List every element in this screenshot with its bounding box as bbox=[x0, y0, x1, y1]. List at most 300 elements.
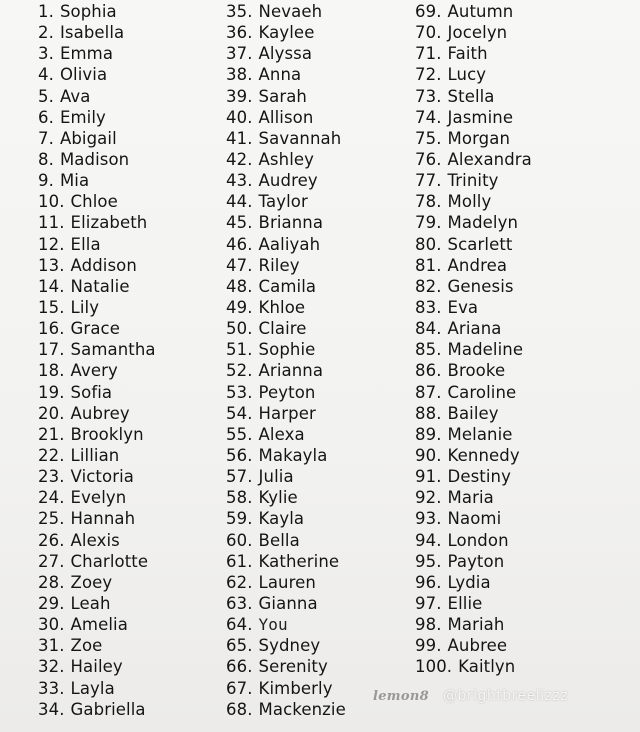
list-item bbox=[415, 297, 532, 318]
list-item bbox=[415, 508, 532, 529]
baby-name: Lillian bbox=[70, 445, 120, 465]
baby-name: Alyssa bbox=[258, 44, 313, 64]
rank-number: 38. bbox=[226, 65, 253, 85]
rank-number: 55. bbox=[226, 424, 253, 444]
rank-number: 69. bbox=[415, 2, 442, 21]
list-item bbox=[38, 191, 156, 212]
names-column-3 bbox=[415, 1, 532, 678]
baby-name: Kimberly bbox=[258, 678, 333, 698]
rank-number: 94. bbox=[415, 530, 442, 550]
rank-number: 6. bbox=[38, 107, 54, 127]
baby-name: London bbox=[447, 530, 509, 550]
list-item bbox=[415, 445, 532, 466]
baby-name: Savannah bbox=[258, 128, 342, 148]
rank-number: 9. bbox=[38, 171, 54, 191]
list-item bbox=[38, 614, 156, 635]
baby-name: You bbox=[258, 615, 288, 635]
rank-number: 5. bbox=[38, 86, 54, 106]
list-item bbox=[38, 128, 156, 149]
rank-number: 99. bbox=[415, 636, 442, 656]
list-item bbox=[415, 22, 532, 43]
rank-number: 84. bbox=[415, 319, 442, 339]
rank-number: 42. bbox=[226, 149, 253, 169]
list-item bbox=[415, 43, 532, 64]
rank-number: 52. bbox=[226, 361, 253, 381]
baby-name: Ava bbox=[59, 86, 91, 106]
rank-number: 49. bbox=[226, 297, 253, 317]
rank-number: 20. bbox=[38, 403, 65, 423]
rank-number: 14. bbox=[38, 276, 65, 296]
rank-number: 59. bbox=[226, 509, 253, 529]
rank-number: 21. bbox=[38, 424, 65, 444]
baby-name: Elizabeth bbox=[70, 213, 148, 233]
rank-number: 71. bbox=[415, 44, 442, 64]
list-item bbox=[226, 255, 346, 276]
list-item bbox=[415, 86, 532, 107]
rank-number: 24. bbox=[38, 488, 65, 508]
list-item bbox=[226, 445, 346, 466]
list-item bbox=[226, 572, 346, 593]
baby-name: Jocelyn bbox=[447, 23, 508, 43]
baby-name: Gabriella bbox=[70, 699, 146, 719]
list-item bbox=[226, 699, 346, 720]
list-item bbox=[226, 64, 346, 85]
list-item bbox=[38, 445, 156, 466]
rank-number: 100. bbox=[415, 657, 453, 677]
list-item bbox=[38, 43, 156, 64]
baby-name: Sydney bbox=[258, 636, 321, 656]
baby-name: Ariana bbox=[447, 319, 502, 339]
rank-number: 97. bbox=[415, 593, 442, 613]
baby-name: Claire bbox=[258, 319, 307, 339]
baby-name: Madeline bbox=[447, 340, 524, 360]
rank-number: 15. bbox=[38, 297, 65, 317]
rank-number: 4. bbox=[38, 65, 54, 85]
list-item bbox=[38, 635, 156, 656]
list-item bbox=[415, 107, 532, 128]
rank-number: 86. bbox=[415, 361, 442, 381]
baby-name: Brooklyn bbox=[70, 424, 144, 444]
list-item bbox=[226, 466, 346, 487]
list-item bbox=[415, 1, 532, 22]
list-item bbox=[415, 170, 532, 191]
list-item bbox=[415, 128, 532, 149]
baby-name: Alexis bbox=[70, 530, 120, 550]
baby-name: Morgan bbox=[447, 128, 511, 148]
rank-number: 80. bbox=[415, 234, 442, 254]
list-item bbox=[415, 360, 532, 381]
baby-name: Olivia bbox=[59, 65, 108, 85]
rank-number: 78. bbox=[415, 192, 442, 212]
baby-name: Andrea bbox=[447, 255, 508, 275]
list-item bbox=[38, 170, 156, 191]
rank-number: 74. bbox=[415, 107, 442, 127]
baby-name: Payton bbox=[447, 551, 505, 571]
list-item bbox=[226, 678, 346, 699]
list-item bbox=[38, 339, 156, 360]
list-item bbox=[38, 403, 156, 424]
rank-number: 33. bbox=[38, 678, 65, 698]
list-item bbox=[38, 255, 156, 276]
list-item bbox=[38, 22, 156, 43]
list-item bbox=[38, 1, 156, 22]
list-item bbox=[226, 530, 346, 551]
baby-name: Samantha bbox=[70, 340, 156, 360]
lemon8-logo: lemon8 bbox=[373, 688, 429, 704]
baby-name: Serenity bbox=[258, 657, 328, 677]
rank-number: 11. bbox=[38, 213, 65, 233]
list-item bbox=[38, 64, 156, 85]
rank-number: 3. bbox=[38, 44, 54, 64]
rank-number: 85. bbox=[415, 340, 442, 360]
baby-name: Ashley bbox=[258, 149, 314, 169]
baby-name: Faith bbox=[447, 44, 488, 64]
baby-name: Madison bbox=[59, 149, 130, 169]
list-item bbox=[38, 487, 156, 508]
list-item bbox=[38, 508, 156, 529]
baby-name: Aaliyah bbox=[258, 234, 321, 254]
rank-number: 23. bbox=[38, 467, 65, 487]
baby-name: Aubrey bbox=[70, 403, 130, 423]
list-item bbox=[38, 107, 156, 128]
list-item bbox=[38, 297, 156, 318]
list-item bbox=[415, 191, 532, 212]
rank-number: 47. bbox=[226, 255, 253, 275]
rank-number: 89. bbox=[415, 424, 442, 444]
baby-name: Brooke bbox=[447, 361, 506, 381]
list-item bbox=[415, 614, 532, 635]
rank-number: 62. bbox=[226, 572, 253, 592]
baby-name: Kayla bbox=[258, 509, 305, 529]
baby-name: Lauren bbox=[258, 572, 316, 592]
rank-number: 75. bbox=[415, 128, 442, 148]
baby-name: Autumn bbox=[447, 2, 514, 21]
rank-number: 58. bbox=[226, 488, 253, 508]
rank-number: 12. bbox=[38, 234, 65, 254]
baby-name: Bailey bbox=[447, 403, 499, 423]
baby-name: Caroline bbox=[447, 382, 517, 402]
list-item bbox=[226, 487, 346, 508]
list-item bbox=[226, 656, 346, 677]
rank-number: 17. bbox=[38, 340, 65, 360]
list-item bbox=[226, 128, 346, 149]
baby-name: Naomi bbox=[447, 509, 502, 529]
list-item bbox=[38, 530, 156, 551]
rank-number: 73. bbox=[415, 86, 442, 106]
rank-number: 96. bbox=[415, 572, 442, 592]
rank-number: 29. bbox=[38, 593, 65, 613]
rank-number: 76. bbox=[415, 149, 442, 169]
list-item bbox=[226, 508, 346, 529]
rank-number: 65. bbox=[226, 636, 253, 656]
rank-number: 22. bbox=[38, 445, 65, 465]
rank-number: 93. bbox=[415, 509, 442, 529]
list-item bbox=[226, 318, 346, 339]
rank-number: 31. bbox=[38, 636, 65, 656]
baby-name: Lucy bbox=[447, 65, 487, 85]
baby-name: Arianna bbox=[258, 361, 324, 381]
baby-name: Trinity bbox=[447, 171, 499, 191]
baby-name: Sarah bbox=[258, 86, 307, 106]
baby-name: Natalie bbox=[70, 276, 130, 296]
list-item bbox=[38, 212, 156, 233]
rank-number: 57. bbox=[226, 467, 253, 487]
baby-name: Taylor bbox=[258, 192, 308, 212]
baby-name: Emily bbox=[59, 107, 106, 127]
baby-name: Katherine bbox=[258, 551, 340, 571]
list-item bbox=[415, 572, 532, 593]
list-item bbox=[415, 212, 532, 233]
list-item bbox=[226, 107, 346, 128]
list-item bbox=[226, 360, 346, 381]
rank-number: 70. bbox=[415, 23, 442, 43]
list-item bbox=[226, 424, 346, 445]
rank-number: 35. bbox=[226, 2, 253, 21]
rank-number: 43. bbox=[226, 171, 253, 191]
rank-number: 28. bbox=[38, 572, 65, 592]
baby-name: Destiny bbox=[447, 467, 511, 487]
rank-number: 13. bbox=[38, 255, 65, 275]
list-item bbox=[226, 212, 346, 233]
list-item bbox=[415, 149, 532, 170]
baby-name: Khloe bbox=[258, 297, 306, 317]
list-item bbox=[38, 466, 156, 487]
baby-name: Chloe bbox=[70, 192, 118, 212]
baby-name: Ellie bbox=[447, 593, 483, 613]
list-item bbox=[226, 149, 346, 170]
rank-number: 67. bbox=[226, 678, 253, 698]
list-item bbox=[415, 424, 532, 445]
baby-name: Kaylee bbox=[258, 23, 315, 43]
baby-name: Lily bbox=[70, 297, 100, 317]
rank-number: 10. bbox=[38, 192, 65, 212]
rank-number: 26. bbox=[38, 530, 65, 550]
list-item bbox=[415, 276, 532, 297]
rank-number: 46. bbox=[226, 234, 253, 254]
rank-number: 32. bbox=[38, 657, 65, 677]
list-item bbox=[226, 276, 346, 297]
baby-name: Audrey bbox=[258, 171, 318, 191]
baby-name: Jasmine bbox=[447, 107, 514, 127]
list-item bbox=[226, 1, 346, 22]
baby-name: Alexa bbox=[258, 424, 305, 444]
rank-number: 61. bbox=[226, 551, 253, 571]
rank-number: 54. bbox=[226, 403, 253, 423]
list-item bbox=[226, 551, 346, 572]
list-item bbox=[415, 593, 532, 614]
rank-number: 82. bbox=[415, 276, 442, 296]
baby-name: Avery bbox=[70, 361, 118, 381]
baby-name: Mariah bbox=[447, 615, 505, 635]
rank-number: 48. bbox=[226, 276, 253, 296]
baby-name: Layla bbox=[70, 678, 115, 698]
list-item bbox=[226, 593, 346, 614]
baby-name: Ella bbox=[70, 234, 101, 254]
rank-number: 56. bbox=[226, 445, 253, 465]
baby-name: Victoria bbox=[70, 467, 134, 487]
list-item bbox=[38, 382, 156, 403]
list-item bbox=[415, 339, 532, 360]
rank-number: 91. bbox=[415, 467, 442, 487]
rank-number: 87. bbox=[415, 382, 442, 402]
rank-number: 88. bbox=[415, 403, 442, 423]
baby-name: Addison bbox=[70, 255, 137, 275]
rank-number: 25. bbox=[38, 509, 65, 529]
rank-number: 27. bbox=[38, 551, 65, 571]
rank-number: 2. bbox=[38, 23, 54, 43]
rank-number: 66. bbox=[226, 657, 253, 677]
rank-number: 81. bbox=[415, 255, 442, 275]
list-item bbox=[38, 149, 156, 170]
baby-name: Evelyn bbox=[70, 488, 127, 508]
baby-name: Anna bbox=[258, 65, 302, 85]
baby-name: Scarlett bbox=[447, 234, 513, 254]
baby-name: Grace bbox=[70, 319, 120, 339]
list-item bbox=[415, 530, 532, 551]
rank-number: 41. bbox=[226, 128, 253, 148]
list-item bbox=[226, 170, 346, 191]
list-item bbox=[226, 86, 346, 107]
baby-name: Mackenzie bbox=[258, 699, 346, 719]
baby-name: Julia bbox=[258, 467, 294, 487]
baby-name: Harper bbox=[258, 403, 316, 423]
list-item bbox=[226, 382, 346, 403]
baby-name: Madelyn bbox=[447, 213, 519, 233]
rank-number: 68. bbox=[226, 699, 253, 719]
rank-number: 77. bbox=[415, 171, 442, 191]
rank-number: 83. bbox=[415, 297, 442, 317]
rank-number: 53. bbox=[226, 382, 253, 402]
rank-number: 37. bbox=[226, 44, 253, 64]
baby-name: Brianna bbox=[258, 213, 324, 233]
list-item bbox=[38, 360, 156, 381]
rank-number: 39. bbox=[226, 86, 253, 106]
baby-name: Zoe bbox=[70, 636, 103, 656]
list-item bbox=[415, 487, 532, 508]
rank-number: 8. bbox=[38, 149, 54, 169]
rank-number: 50. bbox=[226, 319, 253, 339]
list-item bbox=[38, 656, 156, 677]
baby-name: Peyton bbox=[258, 382, 316, 402]
list-item bbox=[38, 276, 156, 297]
baby-name: Emma bbox=[59, 44, 114, 64]
list-item bbox=[415, 234, 532, 255]
rank-number: 95. bbox=[415, 551, 442, 571]
list-item bbox=[415, 64, 532, 85]
list-item bbox=[415, 403, 532, 424]
baby-name: Bella bbox=[258, 530, 300, 550]
list-item bbox=[226, 22, 346, 43]
baby-name: Nevaeh bbox=[258, 2, 323, 21]
list-item bbox=[226, 635, 346, 656]
baby-name: Sofia bbox=[70, 382, 113, 402]
list-item bbox=[38, 551, 156, 572]
baby-name: Sophie bbox=[258, 340, 316, 360]
rank-number: 40. bbox=[226, 107, 253, 127]
rank-number: 34. bbox=[38, 699, 65, 719]
list-item bbox=[38, 678, 156, 699]
list-item bbox=[38, 318, 156, 339]
baby-name: Abigail bbox=[59, 128, 117, 148]
baby-name: Hailey bbox=[70, 657, 123, 677]
baby-name: Riley bbox=[258, 255, 300, 275]
list-item bbox=[415, 255, 532, 276]
rank-number: 44. bbox=[226, 192, 253, 212]
rank-number: 79. bbox=[415, 213, 442, 233]
list-item bbox=[415, 466, 532, 487]
rank-number: 1. bbox=[38, 2, 54, 21]
baby-name: Sophia bbox=[59, 2, 117, 21]
baby-name: Molly bbox=[447, 192, 492, 212]
watermark bbox=[373, 686, 568, 706]
rank-number: 30. bbox=[38, 615, 65, 635]
names-column-2 bbox=[226, 1, 346, 720]
baby-name: Lydia bbox=[447, 572, 491, 592]
baby-name: Leah bbox=[70, 593, 111, 613]
rank-number: 92. bbox=[415, 488, 442, 508]
rank-number: 63. bbox=[226, 593, 253, 613]
list-item bbox=[415, 382, 532, 403]
list-item bbox=[226, 614, 346, 635]
baby-name: Aubree bbox=[447, 636, 508, 656]
rank-number: 18. bbox=[38, 361, 65, 381]
rank-number: 7. bbox=[38, 128, 54, 148]
baby-name: Genesis bbox=[447, 276, 514, 296]
baby-name: Eva bbox=[447, 297, 479, 317]
baby-name: Kennedy bbox=[447, 445, 520, 465]
baby-name: Stella bbox=[447, 86, 495, 106]
rank-number: 60. bbox=[226, 530, 253, 550]
list-item bbox=[226, 191, 346, 212]
list-item bbox=[415, 635, 532, 656]
list-item bbox=[226, 403, 346, 424]
baby-name: Makayla bbox=[258, 445, 328, 465]
baby-name: Charlotte bbox=[70, 551, 149, 571]
baby-name: Allison bbox=[258, 107, 314, 127]
list-item bbox=[38, 86, 156, 107]
baby-name: Alexandra bbox=[447, 149, 532, 169]
list-item bbox=[226, 339, 346, 360]
rank-number: 16. bbox=[38, 319, 65, 339]
rank-number: 64. bbox=[226, 615, 253, 635]
list-item bbox=[415, 656, 532, 677]
watermark-handle: @brightbreelizzz bbox=[442, 688, 569, 704]
list-item bbox=[38, 699, 156, 720]
baby-name: Kaitlyn bbox=[458, 657, 516, 677]
rank-number: 19. bbox=[38, 382, 65, 402]
baby-name: Hannah bbox=[70, 509, 136, 529]
rank-number: 45. bbox=[226, 213, 253, 233]
list-item bbox=[415, 318, 532, 339]
baby-name: Zoey bbox=[70, 572, 113, 592]
baby-name: Camila bbox=[258, 276, 317, 296]
baby-name: Amelia bbox=[70, 615, 128, 635]
list-item bbox=[38, 572, 156, 593]
names-column-1 bbox=[38, 1, 156, 720]
list-item bbox=[38, 234, 156, 255]
baby-name: Isabella bbox=[59, 23, 125, 43]
rank-number: 51. bbox=[226, 340, 253, 360]
rank-number: 98. bbox=[415, 615, 442, 635]
baby-name: Maria bbox=[447, 488, 494, 508]
list-item bbox=[226, 234, 346, 255]
list-item bbox=[415, 551, 532, 572]
rank-number: 90. bbox=[415, 445, 442, 465]
list-item bbox=[38, 424, 156, 445]
baby-name: Gianna bbox=[258, 593, 318, 613]
baby-name: Mia bbox=[59, 171, 90, 191]
list-item bbox=[38, 593, 156, 614]
